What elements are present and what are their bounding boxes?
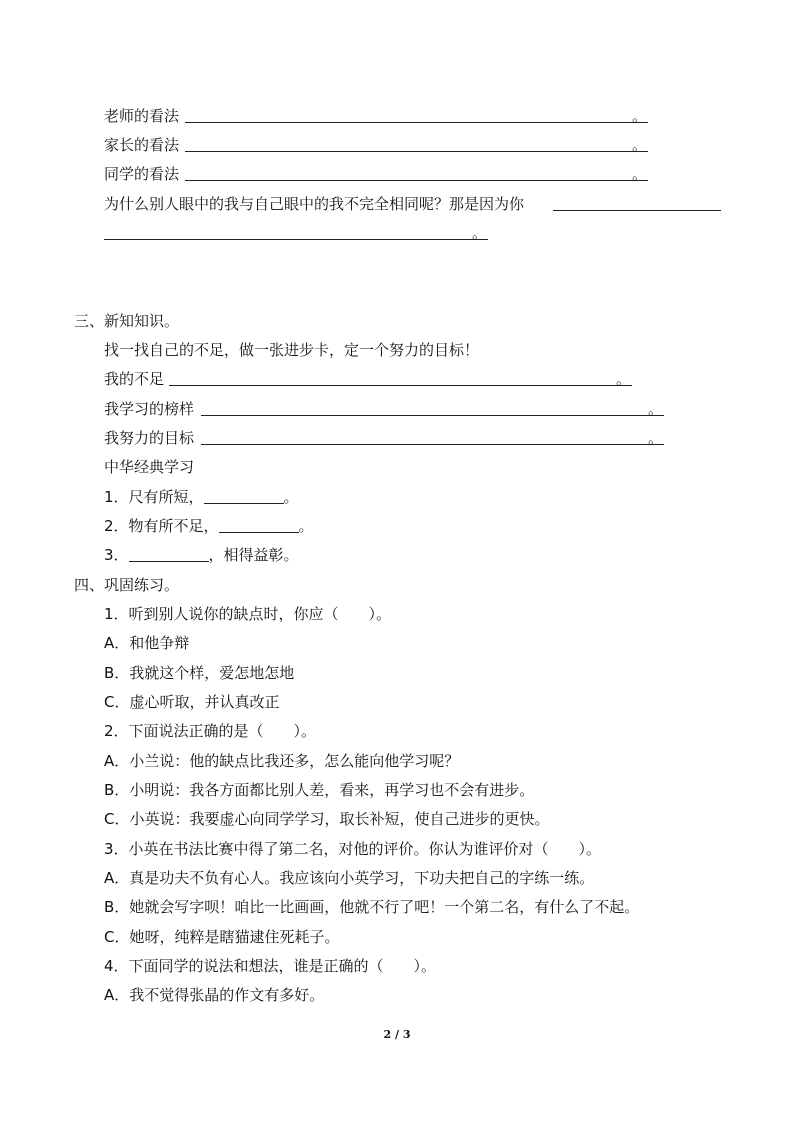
- goal-blank[interactable]: [201, 430, 664, 445]
- question-2: 2．下面说法正确的是（ ）。: [104, 722, 317, 740]
- why-answer-blank-2[interactable]: [104, 225, 488, 240]
- classic-item-2-blank[interactable]: [219, 518, 299, 533]
- role-model-blank[interactable]: [201, 401, 664, 416]
- section-3-instruction: 找一找自己的不足，做一张进步卡，定一个努力的目标！: [104, 341, 480, 359]
- question-4: 4．下面同学的说法和想法，谁是正确的（ ）。: [104, 957, 437, 975]
- question-3-option-c[interactable]: C．她呀，纯粹是瞎猫逮住死耗子。: [104, 928, 340, 946]
- classic-item-1: [104, 487, 299, 507]
- question-1-option-c[interactable]: C．虚心听取，并认真改正: [104, 693, 280, 711]
- question-1-option-a[interactable]: A．和他争辩: [104, 634, 190, 652]
- question-3-option-a[interactable]: A．真是功夫不负有心人。我应该向小英学习，下功夫把自己的字练一练。: [104, 869, 595, 887]
- classic-item-3-suffix: ，相得益彰。: [208, 546, 299, 564]
- goal-label: 我努力的目标: [104, 429, 195, 447]
- classmate-opinion-blank[interactable]: [185, 166, 648, 181]
- teacher-opinion-blank[interactable]: [185, 108, 648, 123]
- shortcoming-blank[interactable]: [169, 371, 632, 386]
- classic-item-3: [104, 545, 299, 565]
- section-4-heading: 四、巩固练习。: [74, 576, 180, 594]
- classic-item-2: [104, 516, 314, 536]
- shortcoming-period: 。: [616, 370, 632, 388]
- goal-period: 。: [648, 429, 664, 447]
- classic-item-3-blank[interactable]: [129, 547, 209, 562]
- page-number: 2 / 3: [383, 1028, 411, 1041]
- classic-item-3-text: 3．: [104, 546, 129, 564]
- classic-study-title: 中华经典学习: [104, 458, 195, 476]
- question-1: 1．听到别人说你的缺点时，你应（ ）。: [104, 605, 392, 623]
- classmate-opinion-period: 。: [632, 165, 648, 183]
- question-1-option-b[interactable]: B．我就这个样，爱怎地怎地: [104, 664, 295, 682]
- classmate-opinion-label: 同学的看法: [104, 165, 180, 183]
- classic-item-1-text: 1．尺有所短，: [104, 488, 204, 506]
- role-model-period: 。: [648, 400, 664, 418]
- classic-item-2-period: 。: [298, 517, 314, 535]
- why-question: 为什么别人眼中的我与自己眼中的我不完全相同呢？那是因为你: [104, 195, 525, 213]
- question-3-option-b[interactable]: B．她就会写字呗！咱比一比画画，他就不行了吧！一个第二名，有什么了不起。: [104, 898, 640, 916]
- teacher-opinion-label: 老师的看法: [104, 107, 180, 125]
- section-3-heading: 三、新知知识。: [74, 312, 180, 330]
- question-2-option-a[interactable]: A．小兰说：他的缺点比我还多，怎么能向他学习呢？: [104, 752, 460, 770]
- shortcoming-label: 我的不足: [104, 370, 165, 388]
- why-answer-period: 。: [472, 224, 488, 242]
- role-model-label: 我学习的榜样: [104, 400, 195, 418]
- question-2-option-b[interactable]: B．小明说：我各方面都比别人差，看来，再学习也不会有进步。: [104, 781, 535, 799]
- classic-item-1-blank[interactable]: [204, 489, 284, 504]
- classic-item-2-text: 2．物有所不足，: [104, 517, 219, 535]
- parent-opinion-period: 。: [632, 136, 648, 154]
- question-4-option-a[interactable]: A．我不觉得张晶的作文有多好。: [104, 986, 325, 1004]
- teacher-opinion-period: 。: [632, 107, 648, 125]
- question-3: 3．小英在书法比赛中得了第二名，对他的评价。你认为谁评价对（ ）。: [104, 840, 602, 858]
- classic-item-1-period: 。: [283, 488, 299, 506]
- question-2-option-c[interactable]: C．小英说：我要虚心向同学学习，取长补短，使自己进步的更快。: [104, 810, 550, 828]
- parent-opinion-label: 家长的看法: [104, 136, 180, 154]
- parent-opinion-blank[interactable]: [185, 137, 648, 152]
- why-answer-blank-1[interactable]: [553, 196, 721, 211]
